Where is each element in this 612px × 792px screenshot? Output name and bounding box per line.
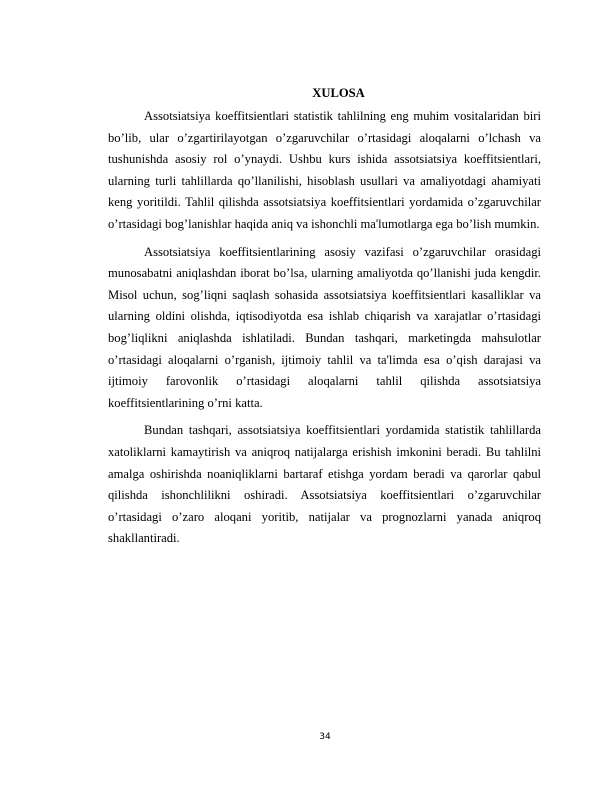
page-title: XULOSA [312, 86, 365, 100]
paragraph-3-text: Bundan tashqari, assotsiatsiya koeffitsientlari yordamida statistik tahlillarda xatoliklarni kamaytirish va aniqroq natijalarga erishish imkonini beradi. Bu tahlilni amalga oshirishda noaniqliklarni bartaraf etishga yordam beradi va qarorlar qabul qilishda ishonchlilikni oshiradi. Assotsiatsiya koeffitsientlari o’zgaruvchilar o’rtasidagi o’zaro aloqani yoritib, natijalar va prognozlarni yanada aniqroq shakllantiradi. [108, 423, 541, 546]
page-number: 34 [319, 732, 331, 742]
paragraph-2-text: Assotsiatsiya koeffitsientlarining asosiy vazifasi o’zgaruvchilar orasidagi munosabatni aniqlashdan iborat bo’lsa, ularning amaliyotda qo’llanishi juda kengdir. Misol uchun, sog’liqni saqlash sohasida assotsiatsiya koeffitsientlari kasalliklar va ularning oldini olishda, iqtisodiyotda esa ishlab chiqarish va xarajatlar o’rtasidagi bog’liqlikni aniqlashda ishlatiladi. Bundan tashqari, marketingda mahsulotlar o’rtasidagi aloqalarni o’rganish, ijtimoiy tahlil va ta'limda esa o’qish darajasi va ijtimoiy farovonlik o’rtasidagi aloqalarni tahlil qilishda assotsiatsiya koeffitsientlarining o’rni katta. [108, 244, 541, 410]
paragraph-1-text: Assotsiatsiya koeffitsientlari statistik tahlilning eng muhim vositalaridan biri bo’lib, ular o’zgartirilayotgan o’zgaruvchilar o’rtasidagi aloqalarni o’lchash va tushunishda asosiy rol o’ynaydi. Ushbu kurs ishida assotsiatsiya koeffitsientlari, ularning turli tahlillarda qo’llanilishi, hisoblash usullari va amaliyotdagi ahamiyati keng yoritildi. Tahlil qilishda assotsiatsiya koeffitsientlari yordamida o’zgaruvchilar o’rtasidagi bog’lanishlar haqida aniq va ishonchli ma'lumotlarga ega bo’lish mumkin. [108, 109, 541, 231]
page-content [108, 84, 541, 556]
paragraph-3 [108, 420, 541, 550]
paragraph-2 [108, 242, 541, 415]
paragraph-1 [108, 106, 541, 236]
